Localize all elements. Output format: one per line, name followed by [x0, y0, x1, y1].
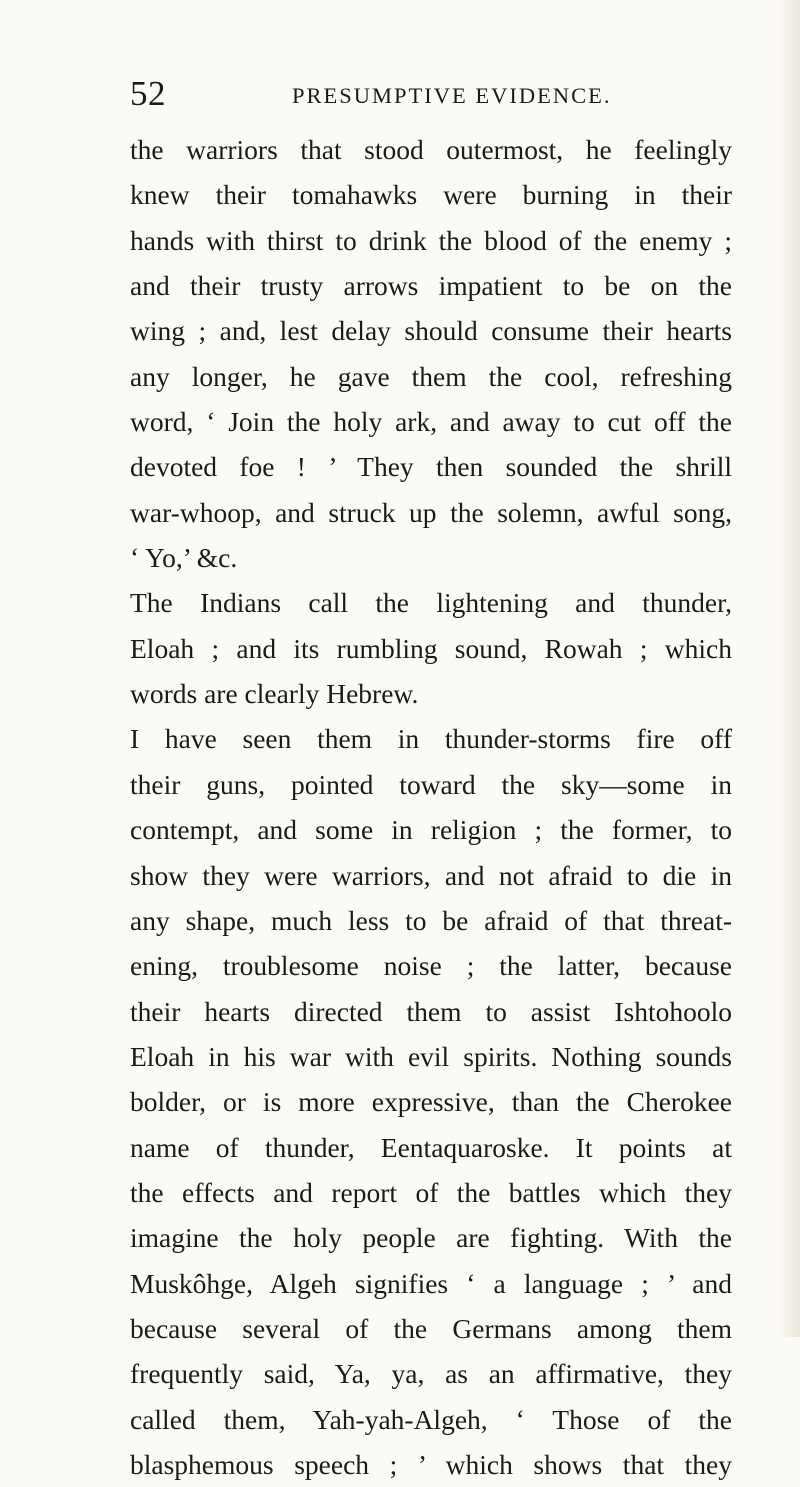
text-line: knew their tomahawks were burning in their — [130, 179, 732, 211]
text-line: contempt, and some in religion ; the former, to — [130, 814, 732, 846]
running-title: PRESUMPTIVE EVIDENCE. — [292, 83, 612, 108]
text-line: wing ; and, lest delay should consume their hearts — [130, 315, 732, 347]
text-line: The Indians call the lightening and thunder, — [130, 587, 732, 619]
text-line: words are clearly Hebrew. — [130, 678, 419, 710]
running-head — [130, 74, 730, 114]
text-line: name of thunder, Eentaquaroske. It points at — [130, 1131, 732, 1163]
text-line: called them, Yah-yah-Algeh, ‘ Those of the — [130, 1403, 732, 1435]
text-line: Eloah ; and its rumbling sound, Rowah ; which — [130, 632, 732, 664]
text-line: any shape, much less to be afraid of that threat- — [130, 904, 732, 936]
page-number: 52 — [130, 74, 166, 113]
text-line: devoted foe ! ’ They then sounded the shrill — [130, 451, 732, 483]
text-line: I have seen them in thunder-storms fire off — [130, 723, 732, 755]
text-line: bolder, or is more expressive, than the Cherokee — [130, 1086, 732, 1118]
text-line: the effects and report of the battles which they — [130, 1176, 732, 1208]
text-line: because several of the Germans among them — [130, 1312, 732, 1344]
text-line: show they were warriors, and not afraid to die in — [130, 859, 732, 891]
text-line: the warriors that stood outermost, he feelingly — [130, 134, 732, 165]
text-line: ‘ Yo,’ &c. — [130, 542, 238, 574]
text-line: their hearts directed them to assist Ishtohoolo — [130, 995, 732, 1027]
text-line: word, ‘ Join the holy ark, and away to cut off the — [130, 406, 732, 438]
body-text — [130, 127, 732, 1487]
text-line: and their trusty arrows impatient to be on the — [130, 270, 732, 302]
text-line: imagine the holy people are fighting. With the — [130, 1222, 732, 1254]
text-line: their guns, pointed toward the sky—some in — [130, 768, 732, 800]
text-line: blasphemous speech ; ’ which shows that they — [130, 1448, 732, 1480]
text-line: Eloah in his war with evil spirits. Nothing sounds — [130, 1040, 732, 1072]
page-edge-shadow — [778, 0, 800, 1337]
text-line: Muskôhge, Algeh signifies ‘ a language ; ’ and — [130, 1267, 732, 1299]
text-line: any longer, he gave them the cool, refreshing — [130, 360, 732, 392]
text-line: frequently said, Ya, ya, as an affirmative, they — [130, 1358, 732, 1390]
text-line: war-whoop, and struck up the solemn, awful song, — [130, 496, 732, 528]
text-line: hands with thirst to drink the blood of the enemy ; — [130, 224, 732, 256]
text-line: ening, troublesome noise ; the latter, because — [130, 950, 732, 982]
